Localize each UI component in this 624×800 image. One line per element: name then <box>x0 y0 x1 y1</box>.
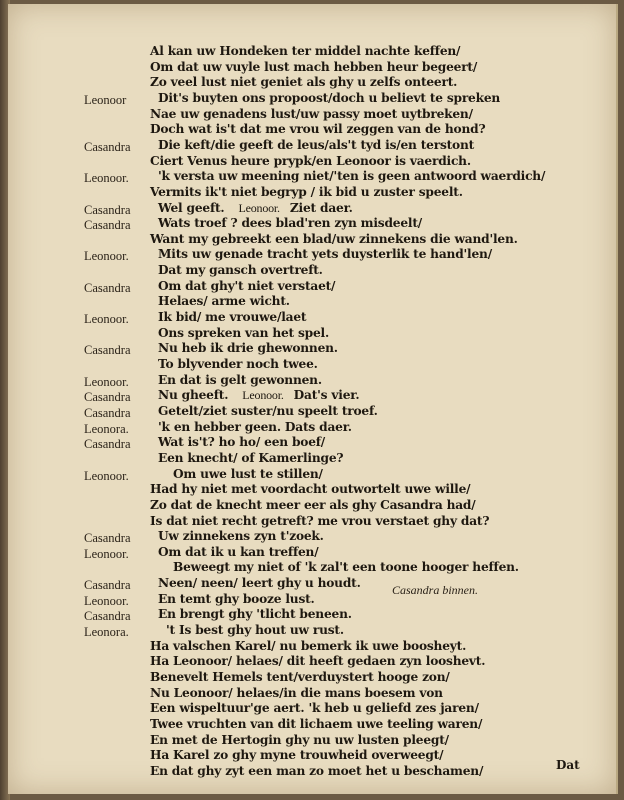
verse-line <box>158 169 545 183</box>
speaker-label: Leonora. <box>84 421 129 436</box>
inline-speaker-label: Leonoor. <box>238 200 280 215</box>
verse-text: 't Is best ghy hout uw rust. <box>166 623 344 638</box>
verse-text: Doch wat is't dat me vrou wil zeggen van de hond? <box>150 122 486 137</box>
verse-line <box>158 373 322 387</box>
verse-line <box>150 107 473 121</box>
verse-text: Mits uw genade tracht yets duysterlik te hand'len/ <box>158 247 492 262</box>
speaker-label: Casandra <box>84 280 131 295</box>
verse-line <box>173 560 519 574</box>
speaker-label: Leonoor. <box>84 593 129 608</box>
verse-text: Om dat ik u kan treffen/ <box>158 544 319 559</box>
verse-line <box>158 279 335 293</box>
verse-line <box>158 294 290 308</box>
verse-line <box>150 60 477 74</box>
verse-line <box>150 498 476 512</box>
speaker-label: Casandra <box>84 218 131 233</box>
verse-line <box>150 232 518 246</box>
verse-text: Om uwe lust te stillen/ <box>173 466 323 481</box>
verse-text: Nae uw genadens lust/uw passy moet uytbreken/ <box>150 106 473 121</box>
verse-text: Ik bid/ me vrouwe/laet <box>158 310 307 325</box>
verse-text: Dat my gansch overtreft. <box>158 263 323 278</box>
verse-text: Uw zinnekens zyn t'zoek. <box>158 529 324 544</box>
verse-text: Ha Karel zo ghy myne trouwheid overweegt/ <box>150 748 444 763</box>
verse-text: Een knecht/ of Kamerlinge? <box>158 450 344 465</box>
verse-text: En temt ghy booze lust. <box>158 591 315 606</box>
verse-text: Zo veel lust niet geniet als ghy u zelfs onteert. <box>150 75 458 90</box>
verse-text: En brengt ghy 'tlicht beneen. <box>158 607 352 622</box>
verse-line <box>150 44 460 58</box>
inline-speaker-label: Leonoor. <box>242 388 284 403</box>
verse-text: Is dat niet recht getreft? me vrou verstaet ghy dat? <box>150 513 490 528</box>
verse-line <box>158 91 500 105</box>
verse-text: En met de Hertogin ghy nu uw lusten pleegt/ <box>150 732 449 747</box>
verse-line <box>150 686 443 700</box>
verse-text: Al kan uw Hondeken ter middel nachte keffen/ <box>150 44 461 58</box>
verse-line <box>158 388 359 403</box>
verse-line <box>158 607 352 621</box>
verse-line <box>150 122 485 136</box>
verse-line <box>158 247 492 261</box>
verse-text: En dat ghy zyt een man zo moet het u beschamen/ <box>150 763 484 778</box>
stage-direction: Casandra binnen. <box>392 583 479 597</box>
verse-text: Een wispeltuur'ge aert. 'k heb u geliefd zes jaren/ <box>150 701 479 716</box>
verse-line <box>158 310 306 324</box>
verse-line <box>158 138 474 152</box>
verse-line <box>150 185 463 199</box>
verse-text: Ciert Venus heure prypk/en Leonoor is vaerdich. <box>150 153 471 168</box>
verse-line <box>150 764 483 778</box>
verse-line <box>150 701 479 715</box>
verse-line <box>150 717 482 731</box>
speaker-label: Casandra <box>84 390 131 405</box>
verse-text: Om dat uw vuyle lust mach hebben heur begeert/ <box>150 59 478 74</box>
verse-line <box>158 216 422 230</box>
verse-line <box>150 748 443 762</box>
verse-text-continued: Ziet daer. <box>289 200 353 215</box>
verse-line <box>158 435 325 449</box>
speaker-label: Casandra <box>84 343 131 358</box>
verse-text: Nu Leonoor/ helaes/in die mans boesem von <box>150 685 443 700</box>
verse-text: Wat is't? ho ho/ een boef/ <box>158 435 326 450</box>
verse-line <box>150 482 470 496</box>
verse-text: Die keft/die geeft de leus/als't tyd is/en terstont <box>158 137 475 152</box>
verse-line <box>158 576 361 590</box>
speaker-label: Leonoor. <box>84 468 129 483</box>
speaker-label: Casandra <box>84 139 131 154</box>
verse-text: Ha Leonoor/ helaes/ dit heeft gedaen zyn looshevt. <box>150 654 486 669</box>
verse-text: 'k versta uw meening niet/'ten is geen antwoord waerdich/ <box>158 169 546 184</box>
verse-text: Vermits ik't niet begryp / ik bid u zuster speelt. <box>150 184 463 199</box>
verse-line <box>150 670 450 684</box>
verse-text: Want my gebreekt een blad/uw zinnekens die wand'len. <box>150 231 518 246</box>
speaker-label: Casandra <box>84 531 131 546</box>
speaker-label: Casandra <box>84 437 131 452</box>
speaker-label: Leonoor. <box>84 546 129 561</box>
verse-line <box>158 451 343 465</box>
verse-text: Wats troef ? dees blad'ren zyn misdeelt/ <box>158 216 423 231</box>
speaker-label: Casandra <box>84 578 131 593</box>
verse-text: En dat is gelt gewonnen. <box>158 372 322 387</box>
verse-text-continued: Dat's vier. <box>293 388 360 403</box>
book-page <box>8 4 618 794</box>
verse-text: Nu heb ik drie ghewonnen. <box>158 341 338 356</box>
verse-text: Benevelt Hemels tent/verduystert hooge zon/ <box>150 670 450 684</box>
speaker-label: Leonoor <box>84 92 127 107</box>
verse-text: 'k en hebber geen. Dats daer. <box>158 419 352 434</box>
verse-line <box>173 467 323 481</box>
verse-line <box>158 404 378 418</box>
verse-text: Zo dat de knecht meer eer als ghy Casandra had/ <box>150 497 476 512</box>
verse-line <box>158 529 324 543</box>
verse-line <box>158 326 329 340</box>
speaker-label: Leonora. <box>84 625 129 640</box>
verse-text: Beweegt my niet of 'k zal't een toone hooger heffen. <box>173 560 519 575</box>
verse-line <box>150 154 471 168</box>
verse-text: Helaes/ arme wicht. <box>158 294 290 309</box>
verse-text: Getelt/ziet suster/nu speelt troef. <box>158 403 378 418</box>
verse-line <box>158 263 323 277</box>
verse-line <box>158 420 352 434</box>
verse-line <box>158 357 318 371</box>
catchword: Dat <box>556 758 580 772</box>
verse-line <box>150 639 466 653</box>
verse-text: Dit's buyten ons propoost/doch u believt te spreken <box>158 90 501 105</box>
verse-text: Wel geeft. <box>158 200 225 215</box>
verse-line <box>158 341 338 355</box>
verse-line <box>150 514 489 528</box>
verse-line <box>158 201 353 216</box>
verse-line <box>158 592 315 606</box>
verse-text: Twee vruchten van dit lichaem uwe teeling waren/ <box>150 716 483 731</box>
verse-text: Nu gheeft. <box>158 388 229 403</box>
verse-line <box>150 75 457 89</box>
verse-text: Om dat ghy't niet verstaet/ <box>158 278 336 293</box>
speaker-label: Leonoor. <box>84 312 129 327</box>
speaker-label: Leonoor. <box>84 374 129 389</box>
verse-text: Had hy niet met voordacht outwortelt uwe wille/ <box>150 482 471 497</box>
speaker-label: Leonoor. <box>84 249 129 264</box>
verse-text: Neen/ neen/ leert ghy u houdt. <box>158 576 361 591</box>
verse-text: Ha valschen Karel/ nu bemerk ik uwe boosheyt. <box>150 638 467 653</box>
verse-line <box>150 654 485 668</box>
speaker-label: Leonoor. <box>84 171 129 186</box>
speaker-label: Casandra <box>84 202 131 217</box>
verse-text: Ons spreken van het spel. <box>158 325 330 340</box>
speaker-label: Casandra <box>84 405 131 420</box>
verse-text: To blyvender noch twee. <box>158 357 318 371</box>
verse-line <box>150 733 449 747</box>
verse-line <box>166 623 344 637</box>
speaker-label: Casandra <box>84 609 131 624</box>
verse-line <box>158 545 318 559</box>
